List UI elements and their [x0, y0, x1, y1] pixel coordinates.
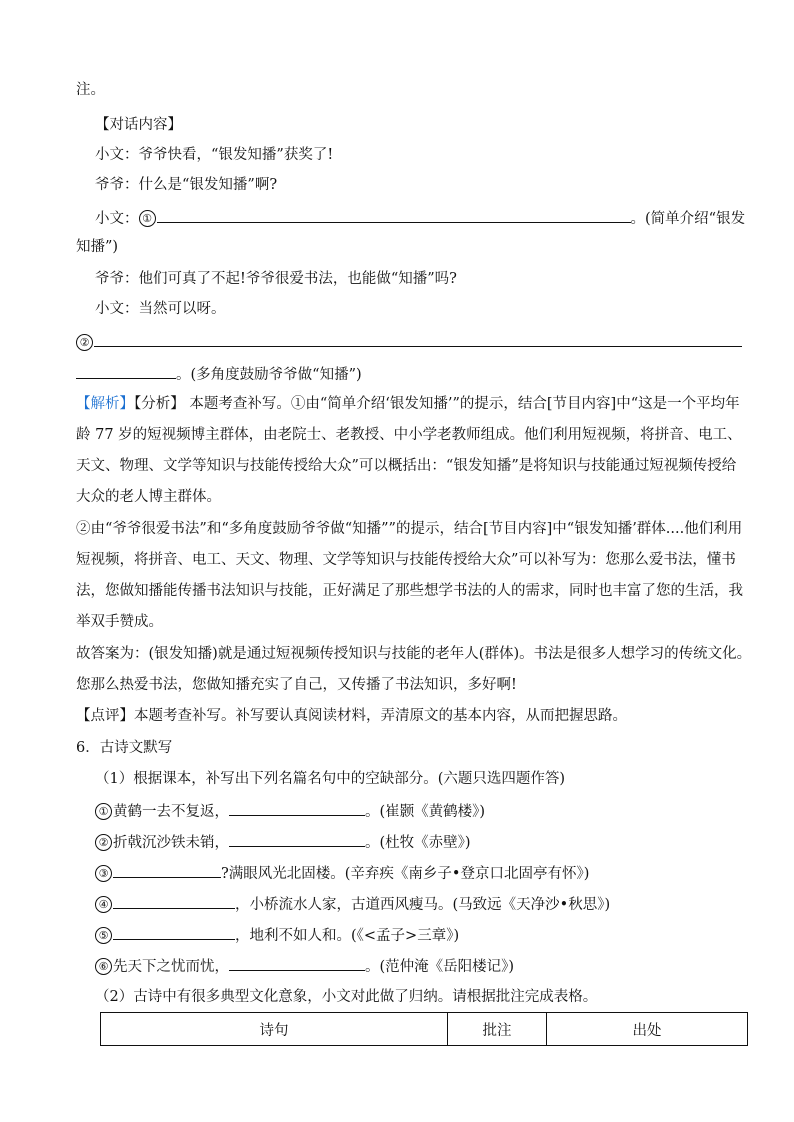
question-6-sub1: （1）根据课本，补写出下列名篇名句中的空缺部分。(六题只选四题作答)	[95, 771, 566, 787]
analysis-paragraph-1: 【解析】【分析】 本题考查补写。①由“简单介绍‘银发知播’”的提示，结合[节目内容]中“这是一个平均年	[76, 396, 740, 412]
answer-text: 故答案为：(银发知播)就是通过短视频传授知识与技能的老年人(群体)。书法是很多人想学习的传统文化。	[76, 646, 752, 662]
prompt-hint: 。(简单介绍“银发	[630, 211, 746, 227]
poem-blank[interactable]	[229, 831, 365, 847]
dialogue-line: 爷爷：什么是“银发知播”啊?	[95, 177, 278, 193]
speaker-label: 小文：	[95, 211, 139, 227]
analysis-line: 法，您做知播能传播书法知识与技能，正好满足了那些想学书法的人的需求，同时也丰富了您的生活，我	[76, 583, 743, 599]
poem-blank[interactable]	[113, 862, 221, 878]
blank-number: ①	[139, 210, 156, 227]
answer-blank-1[interactable]	[157, 207, 631, 223]
table-header-poem: 诗句	[101, 1013, 448, 1046]
answer-text: 您那么热爱书法，您做知播充实了自己，又传播了书法知识，多好啊!	[76, 677, 517, 693]
answer-line-2	[76, 331, 742, 353]
poem-blank[interactable]	[113, 893, 235, 909]
imagery-table	[100, 1012, 748, 1046]
continued-text: 注。	[76, 82, 105, 98]
table-header-note: 批注	[448, 1013, 547, 1046]
dialogue-line: 小文：爷爷快看，“银发知播”获奖了!	[95, 147, 334, 163]
fill-item: ⑤ ，地利不如人和。(《<孟子>三章》)	[95, 924, 459, 946]
poem-blank[interactable]	[113, 924, 235, 940]
prompt-hint-cont: 知播”)	[76, 239, 119, 255]
analysis-line: 举双手赞成。	[76, 614, 163, 630]
fill-item: ② 折戟沉沙铁未销， 。(杜牧《赤壁》)	[95, 831, 471, 853]
question-6-title: 6．古诗文默写	[76, 740, 173, 756]
prompt-hint: 。(多角度鼓励爷爷做“知播”)	[176, 367, 362, 383]
poem-blank[interactable]	[229, 955, 365, 971]
analysis-line: 龄 77 岁的短视频博主群体，由老院士、老教授、中小学老教师组成。他们利用短视频，将拼音、电工、	[76, 427, 742, 443]
answer-line-2b	[76, 363, 362, 385]
poem-blank[interactable]	[229, 800, 365, 816]
question-6-sub2: （2）古诗中有很多典型文化意象，小文对此做了归纳。请根据批注完成表格。	[95, 989, 598, 1005]
dialogue-line-blank-1	[95, 207, 745, 229]
dialogue-header: 【对话内容】	[95, 117, 182, 133]
analysis-paragraph-2: ②由“爷爷很爱书法”和“多角度鼓励爷爷做“知播””的提示，结合[节目内容]中“银发知播’群体....他们利用	[76, 521, 743, 537]
answer-blank-2[interactable]	[94, 331, 742, 347]
dialogue-line: 爷爷：他们可真了不起!爷爷很爱书法，也能做“知播”吗?	[95, 271, 457, 287]
analysis-line: 短视频，将拼音、电工、天文、物理、文学等知识与技能传授给大众”可以补写为：您那么爱书法，懂书	[76, 552, 736, 568]
fill-item: ⑥ 先天下之忧而忧， 。(范仲淹《岳阳楼记》)	[95, 955, 514, 977]
fill-item: ③ ?满眼风光北固楼。(辛弃疾《南乡子•登京口北固亭有怀》)	[95, 862, 589, 884]
analysis-tag: 【解析】	[76, 396, 134, 412]
table-header-source: 出处	[547, 1013, 748, 1046]
dialogue-line: 小文：当然可以呀。	[95, 301, 226, 317]
comment-text: 【点评】本题考查补写。补写要认真阅读材料，弄清原文的基本内容，从而把握思路。	[76, 708, 627, 724]
blank-number: ②	[76, 334, 93, 351]
fill-item: ④ ，小桥流水人家，古道西风瘦马。(马致远《天净沙•秋思》)	[95, 893, 610, 915]
fill-item: ① 黄鹤一去不复返， 。(崔颢《黄鹤楼》)	[95, 800, 485, 822]
analysis-line: 大众的老人博主群体。	[76, 489, 221, 505]
answer-blank-2-cont[interactable]	[76, 363, 176, 379]
analysis-line: 天文、物理、文学等知识与技能传授给大众”可以概括出：“银发知播”是将知识与技能通过短视频传授给	[76, 458, 737, 474]
table-header-row	[101, 1013, 748, 1046]
